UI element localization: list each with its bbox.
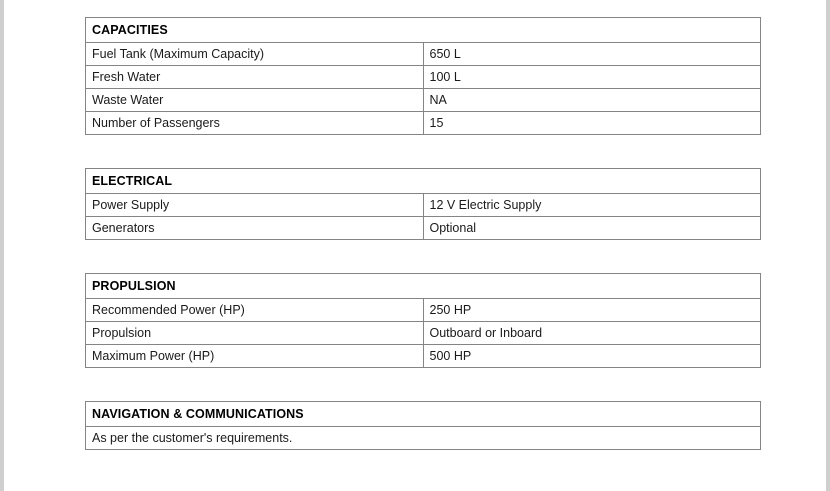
row-value: 650 L xyxy=(423,43,761,66)
row-value: 12 V Electric Supply xyxy=(423,194,761,217)
table-row xyxy=(86,43,761,66)
row-value: Optional xyxy=(423,217,761,240)
row-label: Fresh Water xyxy=(86,66,424,89)
capacities-header-label: CAPACITIES xyxy=(86,18,761,43)
row-value: 250 HP xyxy=(423,299,761,322)
row-value: Outboard or Inboard xyxy=(423,322,761,345)
capacities-table xyxy=(85,17,761,135)
table-row xyxy=(86,299,761,322)
propulsion-table xyxy=(85,273,761,368)
spec-tables-container xyxy=(85,17,761,483)
row-label: Power Supply xyxy=(86,194,424,217)
table-row xyxy=(86,66,761,89)
row-label: Number of Passengers xyxy=(86,112,424,135)
row-label: Waste Water xyxy=(86,89,424,112)
table-row xyxy=(86,322,761,345)
table-header-row xyxy=(86,402,761,427)
table-row xyxy=(86,89,761,112)
row-value: 100 L xyxy=(423,66,761,89)
row-label: Fuel Tank (Maximum Capacity) xyxy=(86,43,424,66)
navigation-communications-table xyxy=(85,401,761,450)
table-row xyxy=(86,427,761,450)
table-row xyxy=(86,345,761,368)
electrical-table xyxy=(85,168,761,240)
row-value: NA xyxy=(423,89,761,112)
row-label: Recommended Power (HP) xyxy=(86,299,424,322)
row-label: Generators xyxy=(86,217,424,240)
row-label: Maximum Power (HP) xyxy=(86,345,424,368)
row-value: 500 HP xyxy=(423,345,761,368)
table-header-row xyxy=(86,169,761,194)
page-edge-left xyxy=(0,0,4,491)
table-row xyxy=(86,217,761,240)
navigation-header-label: NAVIGATION & COMMUNICATIONS xyxy=(86,402,761,427)
navigation-note: As per the customer's requirements. xyxy=(86,427,761,450)
page-edge-right xyxy=(826,0,830,491)
row-label: Propulsion xyxy=(86,322,424,345)
propulsion-header-label: PROPULSION xyxy=(86,274,761,299)
table-row xyxy=(86,194,761,217)
row-value: 15 xyxy=(423,112,761,135)
table-header-row xyxy=(86,18,761,43)
table-header-row xyxy=(86,274,761,299)
electrical-header-label: ELECTRICAL xyxy=(86,169,761,194)
table-row xyxy=(86,112,761,135)
